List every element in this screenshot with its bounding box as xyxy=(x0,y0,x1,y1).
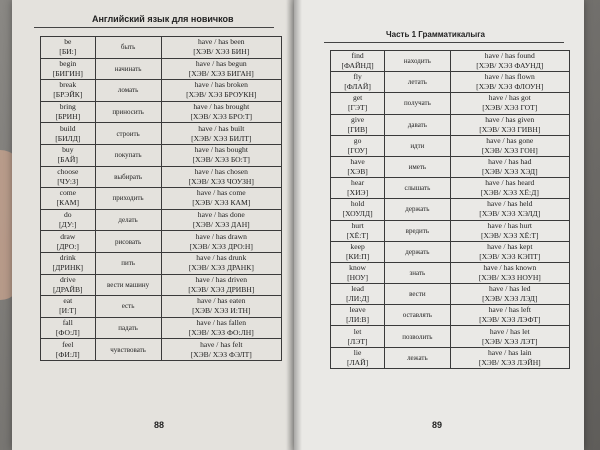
verb-transcription: [ДРИНК] xyxy=(52,263,84,273)
verb-transcription: [ФИ:Л] xyxy=(55,349,80,359)
table-row xyxy=(41,80,282,102)
verb-word: drive xyxy=(60,274,76,284)
verb-cell xyxy=(41,166,96,188)
present-perfect-transcription: [ХЭВ/ ХЭЗ И:ТН] xyxy=(192,306,251,316)
verb-transcription: [КАМ] xyxy=(56,198,79,208)
present-perfect-cell xyxy=(450,156,569,177)
table-row xyxy=(41,296,282,318)
verb-table xyxy=(330,50,570,369)
translation-cell: знать xyxy=(385,262,450,283)
translation-cell: приносить xyxy=(95,101,161,123)
page-number: 88 xyxy=(154,420,165,430)
verb-word: choose xyxy=(57,166,79,176)
translation-cell: держать xyxy=(385,199,450,220)
verb-transcription: [ЛАЙ] xyxy=(346,357,369,367)
table-row xyxy=(331,72,570,93)
translation-cell: выбирать xyxy=(95,166,161,188)
table-row xyxy=(41,58,282,80)
verb-cell xyxy=(41,252,96,274)
verb-transcription: [ДРАЙВ] xyxy=(53,284,83,294)
table-row xyxy=(331,220,570,241)
present-perfect-cell xyxy=(450,284,569,305)
verb-cell xyxy=(41,209,96,231)
table-row xyxy=(331,178,570,199)
present-perfect-cell xyxy=(161,209,281,231)
table-row xyxy=(41,339,282,361)
translation-cell: падать xyxy=(95,317,161,339)
verb-word: lie xyxy=(353,347,362,357)
present-perfect-transcription: [ХЭВ/ ХЭЗ ГОН] xyxy=(481,145,538,155)
present-perfect-transcription: [ХЭВ/ ХЭЗ ДРАНК] xyxy=(188,263,254,273)
present-perfect-cell xyxy=(450,199,569,220)
verb-cell xyxy=(331,305,385,326)
table-row xyxy=(41,317,282,339)
translation-cell: вести машину xyxy=(95,274,161,296)
verb-word: drink xyxy=(59,253,76,263)
verb-word: find xyxy=(351,51,364,61)
present-perfect-form: have / has come xyxy=(196,188,246,198)
present-perfect-form: have / has gone xyxy=(486,135,534,145)
table-row xyxy=(41,166,282,188)
verb-word: draw xyxy=(60,231,76,241)
present-perfect-form: have / has hurt xyxy=(487,220,533,230)
translation-cell: покупать xyxy=(95,144,161,166)
translation-cell: позволить xyxy=(385,326,450,347)
verb-word: give xyxy=(351,114,365,124)
present-perfect-cell xyxy=(450,51,569,72)
verb-word: leave xyxy=(349,305,366,315)
present-perfect-cell xyxy=(450,220,569,241)
verb-transcription: [БРИН] xyxy=(55,112,81,122)
table-row xyxy=(41,144,282,166)
present-perfect-cell xyxy=(450,135,569,156)
translation-cell: летать xyxy=(385,72,450,93)
verb-word: come xyxy=(59,188,77,198)
present-perfect-cell xyxy=(161,80,281,102)
present-perfect-cell xyxy=(161,252,281,274)
verb-transcription: [ДУ:] xyxy=(59,220,77,230)
verb-cell xyxy=(41,274,96,296)
present-perfect-cell xyxy=(450,241,569,262)
table-row xyxy=(331,51,570,72)
present-perfect-cell xyxy=(161,58,281,80)
verb-cell xyxy=(41,296,96,318)
translation-cell: быть xyxy=(95,37,161,59)
table-row xyxy=(331,93,570,114)
present-perfect-transcription: [ХЭВ/ ХЭЗ ФЛОУН] xyxy=(476,82,544,92)
present-perfect-transcription: [ХЭВ/ ХЭЗ ФЭЛТ] xyxy=(190,349,252,359)
table-row xyxy=(41,37,282,59)
present-perfect-form: have / has found xyxy=(484,51,535,61)
present-perfect-form: have / has chosen xyxy=(194,166,248,176)
present-perfect-form: have / has built xyxy=(198,123,245,133)
present-perfect-cell xyxy=(450,305,569,326)
verb-transcription: [ФО:Л] xyxy=(55,328,80,338)
running-head: Часть 1 Грамматикалыга xyxy=(386,30,485,39)
present-perfect-cell xyxy=(450,178,569,199)
translation-cell: слышать xyxy=(385,178,450,199)
table-row xyxy=(331,199,570,220)
verb-word: hold xyxy=(350,199,365,209)
left-page xyxy=(12,0,294,450)
verb-table-body xyxy=(331,51,570,369)
table-row xyxy=(41,188,282,210)
verb-transcription: [ДРО:] xyxy=(56,241,79,251)
translation-cell: иметь xyxy=(385,156,450,177)
present-perfect-cell xyxy=(450,114,569,135)
verb-cell xyxy=(41,123,96,145)
translation-cell: идти xyxy=(385,135,450,156)
verb-transcription: [ХЁ:Т] xyxy=(346,230,369,240)
verb-table-body xyxy=(41,37,282,361)
table-row xyxy=(331,156,570,177)
present-perfect-form: have / has lain xyxy=(487,347,532,357)
table-row xyxy=(331,114,570,135)
verb-cell xyxy=(41,188,96,210)
header-rule xyxy=(324,42,564,43)
verb-transcription: [ЛЭТ] xyxy=(347,336,368,346)
verb-word: know xyxy=(349,262,367,272)
present-perfect-form: have / has fallen xyxy=(196,318,247,328)
present-perfect-transcription: [ХЭВ/ ХЭЗ ДРО:Н] xyxy=(189,241,253,251)
present-perfect-transcription: [ХЭВ/ ХЭЗ ЛЭТ] xyxy=(482,336,538,346)
verb-cell xyxy=(41,317,96,339)
table-row xyxy=(41,252,282,274)
verb-transcription: [ГИВ] xyxy=(347,124,368,134)
verb-cell xyxy=(41,339,96,361)
verb-cell xyxy=(331,135,385,156)
verb-word: hurt xyxy=(351,220,364,230)
verb-cell xyxy=(331,93,385,114)
verb-table xyxy=(40,36,282,361)
present-perfect-transcription: [ХЭВ/ ХЭЗ БИГАН] xyxy=(188,68,254,78)
translation-cell: начинать xyxy=(95,58,161,80)
verb-cell xyxy=(331,72,385,93)
verb-word: hear xyxy=(351,178,365,188)
book-gutter xyxy=(286,0,302,450)
table-row xyxy=(331,347,570,368)
translation-cell: чувствовать xyxy=(95,339,161,361)
verb-cell xyxy=(331,284,385,305)
verb-transcription: [ГОУ] xyxy=(347,145,368,155)
verb-transcription: [ЛИ:Д] xyxy=(346,294,370,304)
verb-cell xyxy=(331,114,385,135)
table-row xyxy=(331,284,570,305)
present-perfect-transcription: [ХЭВ/ ХЭЗ КАМ] xyxy=(192,198,251,208)
present-perfect-transcription: [ХЭВ/ ХЭЗ ЛЭЙН] xyxy=(478,357,541,367)
translation-cell: находить xyxy=(385,51,450,72)
verb-cell xyxy=(331,326,385,347)
verb-transcription: [БИГИН] xyxy=(52,68,83,78)
present-perfect-cell xyxy=(161,317,281,339)
running-head: Английский язык для новичков xyxy=(92,14,234,24)
table-row xyxy=(41,101,282,123)
translation-cell: пить xyxy=(95,252,161,274)
present-perfect-transcription: [ХЭВ/ ХЭЗ ГИВН] xyxy=(479,124,541,134)
verb-cell xyxy=(331,178,385,199)
verb-word: do xyxy=(64,210,72,220)
verb-cell xyxy=(331,51,385,72)
present-perfect-form: have / has held xyxy=(487,199,533,209)
present-perfect-cell xyxy=(450,262,569,283)
verb-transcription: [ХЭВ] xyxy=(347,167,368,177)
present-perfect-transcription: [ХЭВ/ ХЭЗ НОУН] xyxy=(478,272,541,282)
header-rule xyxy=(34,27,274,28)
present-perfect-transcription: [ХЭВ/ ХЭЗ ЛЭД] xyxy=(482,294,538,304)
verb-transcription: [ЧУ:З] xyxy=(57,176,79,186)
verb-transcription: [ФЛАЙ] xyxy=(344,82,371,92)
present-perfect-form: have / has kept xyxy=(487,241,533,251)
present-perfect-cell xyxy=(450,326,569,347)
verb-cell xyxy=(41,144,96,166)
present-perfect-form: have / has driven xyxy=(195,274,248,284)
verb-word: fly xyxy=(353,72,362,82)
verb-cell xyxy=(331,347,385,368)
present-perfect-form: have / has begun xyxy=(195,58,247,68)
present-perfect-transcription: [ХЭВ/ ХЭЗ КЭПТ] xyxy=(479,251,541,261)
verb-word: be xyxy=(64,37,72,47)
present-perfect-form: have / has had xyxy=(488,157,532,167)
present-perfect-form: have / has known xyxy=(483,262,537,272)
verb-transcription: [ЛИ:В] xyxy=(346,315,370,325)
present-perfect-transcription: [ХЭВ/ ХЭЗ БРОУКН] xyxy=(186,90,257,100)
table-row xyxy=(331,305,570,326)
table-row xyxy=(331,326,570,347)
verb-cell xyxy=(331,156,385,177)
verb-word: begin xyxy=(59,58,77,68)
present-perfect-transcription: [ХЭВ/ ХЭЗ ХЁ:Т] xyxy=(480,230,539,240)
present-perfect-form: have / has eaten xyxy=(197,296,246,306)
present-perfect-cell xyxy=(161,123,281,145)
present-perfect-transcription: [ХЭВ/ ХЭЗ ГОТ] xyxy=(482,103,538,113)
verb-transcription: [БИ:] xyxy=(59,47,77,57)
table-row xyxy=(331,262,570,283)
present-perfect-transcription: [ХЭВ/ ХЭЗ БРО:Т] xyxy=(190,112,253,122)
present-perfect-transcription: [ХЭВ/ ХЭЗ БО:Т] xyxy=(192,155,250,165)
verb-word: fall xyxy=(62,318,73,328)
present-perfect-cell xyxy=(161,296,281,318)
translation-cell: делать xyxy=(95,209,161,231)
table-row xyxy=(331,135,570,156)
present-perfect-form: have / has left xyxy=(488,305,531,315)
present-perfect-cell xyxy=(161,101,281,123)
translation-cell: приходить xyxy=(95,188,161,210)
present-perfect-cell xyxy=(450,347,569,368)
verb-word: let xyxy=(353,326,362,336)
present-perfect-cell xyxy=(161,37,281,59)
present-perfect-form: have / has let xyxy=(489,326,530,336)
translation-cell: лежать xyxy=(385,347,450,368)
verb-transcription: [БИЛД] xyxy=(55,133,81,143)
present-perfect-form: have / has bought xyxy=(194,145,248,155)
present-perfect-form: have / has led xyxy=(489,284,531,294)
verb-cell xyxy=(41,58,96,80)
verb-transcription: [НОУ] xyxy=(347,272,369,282)
present-perfect-form: have / has flown xyxy=(484,72,535,82)
verb-word: lead xyxy=(351,284,364,294)
translation-cell: давать xyxy=(385,114,450,135)
present-perfect-transcription: [ХЭВ/ ХЭЗ ДАН] xyxy=(192,220,250,230)
present-perfect-cell xyxy=(161,166,281,188)
present-perfect-cell xyxy=(161,231,281,253)
table-row xyxy=(41,209,282,231)
present-perfect-cell xyxy=(450,93,569,114)
verb-cell xyxy=(331,220,385,241)
translation-cell: рисовать xyxy=(95,231,161,253)
verb-word: eat xyxy=(63,296,73,306)
present-perfect-cell xyxy=(450,72,569,93)
table-row xyxy=(331,241,570,262)
present-perfect-transcription: [ХЭВ/ ХЭЗ ДРИВН] xyxy=(188,284,255,294)
verb-transcription: [ГЭТ] xyxy=(348,103,368,113)
verb-transcription: [БРЭЙК] xyxy=(53,90,83,100)
translation-cell: оставлять xyxy=(385,305,450,326)
verb-cell xyxy=(331,262,385,283)
table-row xyxy=(41,231,282,253)
translation-cell: есть xyxy=(95,296,161,318)
present-perfect-transcription: [ХЭВ/ ХЭЗ БИН] xyxy=(193,47,250,57)
page-number: 89 xyxy=(432,420,443,430)
verb-word: build xyxy=(59,123,76,133)
present-perfect-transcription: [ХЭВ/ ХЭЗ ЛЭФТ] xyxy=(479,315,541,325)
translation-cell: получать xyxy=(385,93,450,114)
translation-cell: вредить xyxy=(385,220,450,241)
present-perfect-form: have / has given xyxy=(485,114,535,124)
verb-cell xyxy=(41,231,96,253)
verb-transcription: [КИ:П] xyxy=(345,251,370,261)
translation-cell: ломать xyxy=(95,80,161,102)
verb-word: bring xyxy=(59,102,76,112)
translation-cell: вести xyxy=(385,284,450,305)
present-perfect-cell xyxy=(161,274,281,296)
right-page xyxy=(294,0,584,450)
verb-word: feel xyxy=(62,339,74,349)
present-perfect-form: have / has been xyxy=(197,37,245,47)
verb-cell xyxy=(41,37,96,59)
verb-word: go xyxy=(353,135,362,145)
present-perfect-transcription: [ХЭВ/ ХЭЗ ХЭЛД] xyxy=(479,209,541,219)
present-perfect-transcription: [ХЭВ/ ХЭЗ ЧОУЗН] xyxy=(188,176,254,186)
verb-cell xyxy=(41,101,96,123)
verb-cell xyxy=(331,241,385,262)
present-perfect-form: have / has brought xyxy=(193,102,250,112)
present-perfect-transcription: [ХЭВ/ ХЭЗ ХЁ:Д] xyxy=(480,188,539,198)
present-perfect-transcription: [ХЭВ/ ХЭЗ ФАУНД] xyxy=(476,61,544,71)
present-perfect-form: have / has drawn xyxy=(195,231,247,241)
verb-transcription: [И:Т] xyxy=(59,306,77,316)
table-row xyxy=(41,274,282,296)
present-perfect-transcription: [ХЭВ/ ХЭЗ БИЛТ] xyxy=(191,133,252,143)
verb-transcription: [ФАЙНД] xyxy=(341,61,374,71)
present-perfect-form: have / has got xyxy=(488,93,531,103)
translation-cell: держать xyxy=(385,241,450,262)
verb-word: break xyxy=(59,80,77,90)
present-perfect-form: have / has felt xyxy=(200,339,243,349)
present-perfect-form: have / has done xyxy=(197,210,245,220)
verb-transcription: [ХИЭ] xyxy=(347,188,369,198)
present-perfect-cell xyxy=(161,188,281,210)
present-perfect-transcription: [ХЭВ/ ХЭЗ ХЭД] xyxy=(481,167,538,177)
verb-word: buy xyxy=(62,145,74,155)
verb-word: have xyxy=(350,157,365,167)
verb-word: get xyxy=(352,93,363,103)
present-perfect-form: have / has heard xyxy=(485,178,535,188)
translation-cell: строить xyxy=(95,123,161,145)
present-perfect-form: have / has drunk xyxy=(196,253,247,263)
verb-cell xyxy=(41,80,96,102)
present-perfect-cell xyxy=(161,339,281,361)
present-perfect-cell xyxy=(161,144,281,166)
present-perfect-form: have / has broken xyxy=(194,80,248,90)
verb-cell xyxy=(331,199,385,220)
table-row xyxy=(41,123,282,145)
verb-transcription: [БАЙ] xyxy=(57,155,78,165)
verb-word: keep xyxy=(350,241,365,251)
present-perfect-transcription: [ХЭВ/ ХЭЗ ФО:ЛН] xyxy=(188,328,254,338)
verb-transcription: [ХОУЛД] xyxy=(342,209,373,219)
